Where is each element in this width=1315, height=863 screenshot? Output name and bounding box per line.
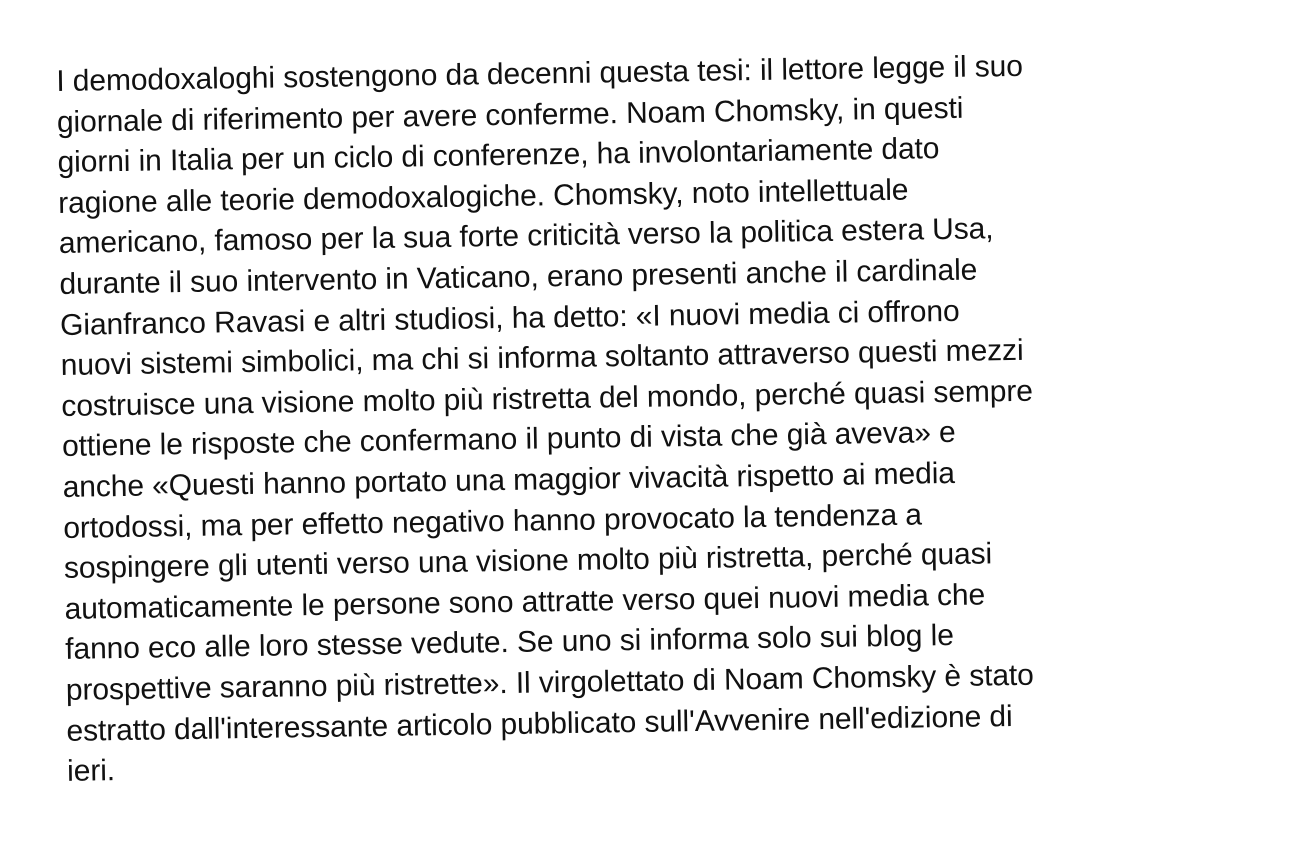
text-line-3: giorni in Italia per un ciclo di conferenze, ha involontariamente dato bbox=[57, 132, 940, 180]
text-line-7: Gianfranco Ravasi e altri studiosi, ha detto: «I nuovi media ci offrono bbox=[59, 294, 960, 342]
text-line-16: prospettive saranno più ristrette». Il virgolettato di Noam Chomsky è stato bbox=[65, 658, 1034, 707]
text-line-14: automaticamente le persone sono attratte verso quei nuovi media che bbox=[64, 578, 986, 626]
text-line-15: fanno eco alle loro stesse vedute. Se uno si informa solo sui blog le bbox=[64, 619, 955, 667]
text-line-2: giornale di riferimento per avere conferme. Noam Chomsky, in questi bbox=[56, 91, 964, 139]
text-line-1: I demodoxaloghi sostengono da decenni questa tesi: il lettore legge il suo bbox=[56, 49, 1024, 98]
text-line-5: americano, famoso per la sua forte criticità verso la politica estera Usa, bbox=[58, 212, 994, 261]
text-line-11: anche «Questi hanno portato una maggior vivacità rispetto ai media bbox=[62, 456, 956, 504]
text-line-13: sospingere gli utenti verso una visione molto più ristretta, perché quasi bbox=[63, 537, 993, 586]
paragraph bbox=[56, 43, 1307, 793]
text-line-12: ortodossi, ma per effetto negativo hanno provocato la tendenza a bbox=[63, 497, 923, 545]
text-line-9: costruisce una visione molto più ristretta del mondo, perché quasi sempre bbox=[61, 374, 1034, 423]
text-line-6: durante il suo intervento in Vaticano, erano presenti anche il cardinale bbox=[59, 253, 978, 301]
text-line-8: nuovi sistemi simbolici, ma chi si informa soltanto attraverso questi mezzi bbox=[60, 333, 1024, 383]
text-line-17: estratto dall'interessante articolo pubblicato sull'Avvenire nell'edizione di bbox=[66, 699, 1013, 748]
text-line-10: ottiene le risposte che confermano il punto di vista che già aveva» e bbox=[61, 416, 956, 464]
text-line-18: ieri. bbox=[66, 754, 116, 789]
text-line-4: ragione alle teorie demodoxalogiche. Chomsky, noto intellettuale bbox=[57, 173, 909, 220]
